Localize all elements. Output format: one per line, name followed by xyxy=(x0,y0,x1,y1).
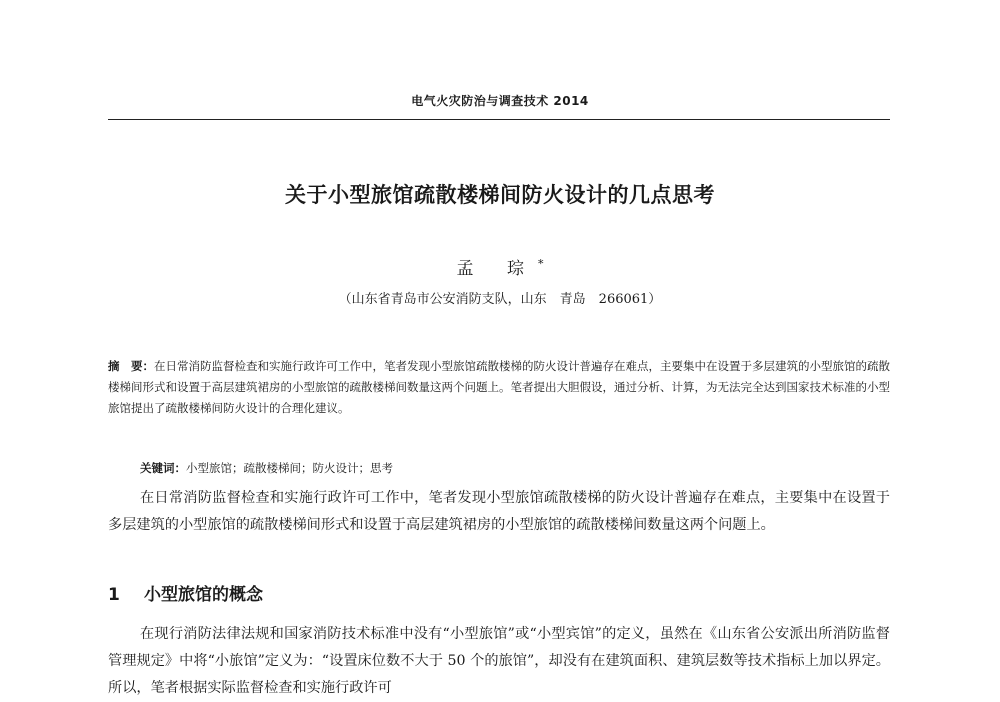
author-line xyxy=(0,254,1000,279)
running-header: 电气火灾防治与调查技术 2014 xyxy=(411,94,589,108)
keywords-text: 小型旅馆；疏散楼梯间；防火设计；思考 xyxy=(186,461,393,475)
section-number: 1 xyxy=(108,585,120,605)
abstract xyxy=(108,356,890,419)
author-name: 孟 琮 xyxy=(456,259,538,279)
section-heading xyxy=(108,580,263,605)
author-footnote-mark: * xyxy=(537,257,544,271)
intro-paragraph: 在日常消防监督检查和实施行政许可工作中，笔者发现小型旅馆疏散楼梯的防火设计普遍存在难点，主要集中在设置于多层建筑的小型旅馆的疏散楼梯间形式和设置于高层建筑裙房的小型旅馆的疏散楼梯间数量这两个问题上。 xyxy=(108,490,890,533)
affiliation: （山东省青岛市公安消防支队，山东 青岛 266061） xyxy=(338,292,662,307)
abstract-label: 摘 要： xyxy=(108,359,154,373)
section-title: 小型旅馆的概念 xyxy=(144,585,263,605)
body-paragraph: 在现行消防法律法规和国家消防技术标准中没有“小型旅馆”或“小型宾馆”的定义，虽然在《山东省公安派出所消防监督管理规定》中将“小旅馆”定义为：“设置床位数不大于 50 个的旅馆”，却没有在建筑面积、建筑层数等技术指标上加以界定。所以，笔者根据实际监督检查和实施行政许可 xyxy=(108,626,890,696)
header-rule xyxy=(108,119,890,120)
abstract-text: 在日常消防监督检查和实施行政许可工作中，笔者发现小型旅馆疏散楼梯的防火设计普遍存在难点，主要集中在设置于多层建筑的小型旅馆的疏散楼梯间形式和设置于高层建筑裙房的小型旅馆的疏散楼梯间数量这两个问题上。笔者提出大胆假设，通过分析、计算，为无法完全达到国家技术标准的小型旅馆提出了疏散楼梯间防火设计的合理化建议。 xyxy=(108,359,890,415)
paper-title: 关于小型旅馆疏散楼梯间防火设计的几点思考 xyxy=(285,183,715,207)
keywords xyxy=(140,460,890,476)
keywords-label: 关键词： xyxy=(140,461,186,475)
